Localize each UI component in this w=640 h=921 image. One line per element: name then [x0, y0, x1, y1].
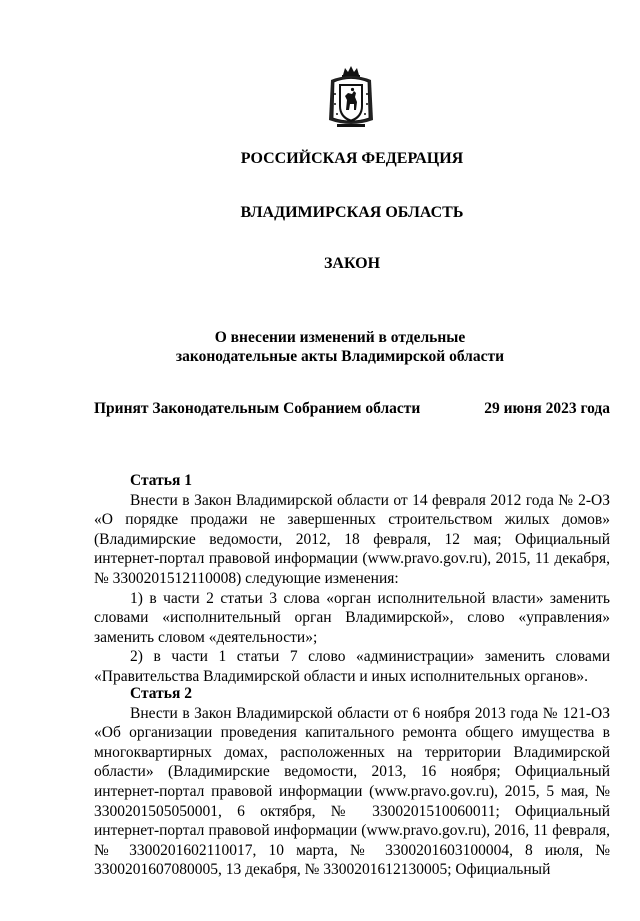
adoption-date: 29 июня 2023 года: [484, 400, 610, 417]
header-region: ВЛАДИМИРСКАЯ ОБЛАСТЬ: [240, 204, 464, 221]
subject-line-1: О внесении изменений в отдельные: [214, 329, 466, 346]
adopted-by: Принят Законодательным Собранием области: [94, 400, 421, 417]
article-2-title: Статья 2: [130, 685, 192, 702]
header-country: РОССИЙСКАЯ ФЕДЕРАЦИЯ: [240, 150, 464, 167]
article-1-paragraph-2: 1) в части 2 статьи 3 слова «орган исполнительной власти» заменить словами «исполнительный орган Владимирской», слово «управления» заменить словом «деятельности»;: [94, 589, 610, 646]
subject-line-2: законодательные акты Владимирской области: [175, 348, 505, 365]
law-subject: [150, 328, 530, 366]
coat-of-arms-icon: [325, 66, 377, 130]
article-1: [94, 471, 610, 687]
article-1-paragraph-1: Внести в Закон Владимирской области от 14 февраля 2012 года № 2-ОЗ «О порядке продажи не завершенных строительством жилых домов» (Владимирские ведомости, 2012, 18 февраля, 12 мая; Официальный интернет-портал правовой информации (www.pravo.gov.ru), 2015, 11 декабря, № 3300201512110008) следующие изменения:: [94, 491, 610, 587]
document-type: ЗАКОН: [323, 255, 381, 272]
article-2-paragraph-1: Внести в Закон Владимирской области от 6 ноября 2013 года № 121-ОЗ «Об организации проведения капитального ремонта общего имущества в многоквартирных домах, расположенных на территории Владимирской области» (Владимирские ведомости, 2013, 16 ноября; Официальный интернет-портал правовой информации (www.pravo.gov.ru), 2015, 5 мая, № 3300201505050001, 6 октября, № 3300201510060011; Официальный интернет-портал правовой информации (www.pravo.gov.ru), 2016, 11 февраля, № 3300201602110017, 10 марта, № 3300201603100004, 8 июля, № 3300201607080005, 13 декабря, № 3300201612130005; Официальный: [94, 704, 610, 879]
article-1-paragraph-3: 2) в части 1 статьи 7 слово «администрации» заменить словами «Правительства Владимирской области и иных исполнительных органов».: [94, 648, 610, 685]
article-1-title: Статья 1: [130, 472, 192, 489]
article-2: [94, 684, 610, 880]
